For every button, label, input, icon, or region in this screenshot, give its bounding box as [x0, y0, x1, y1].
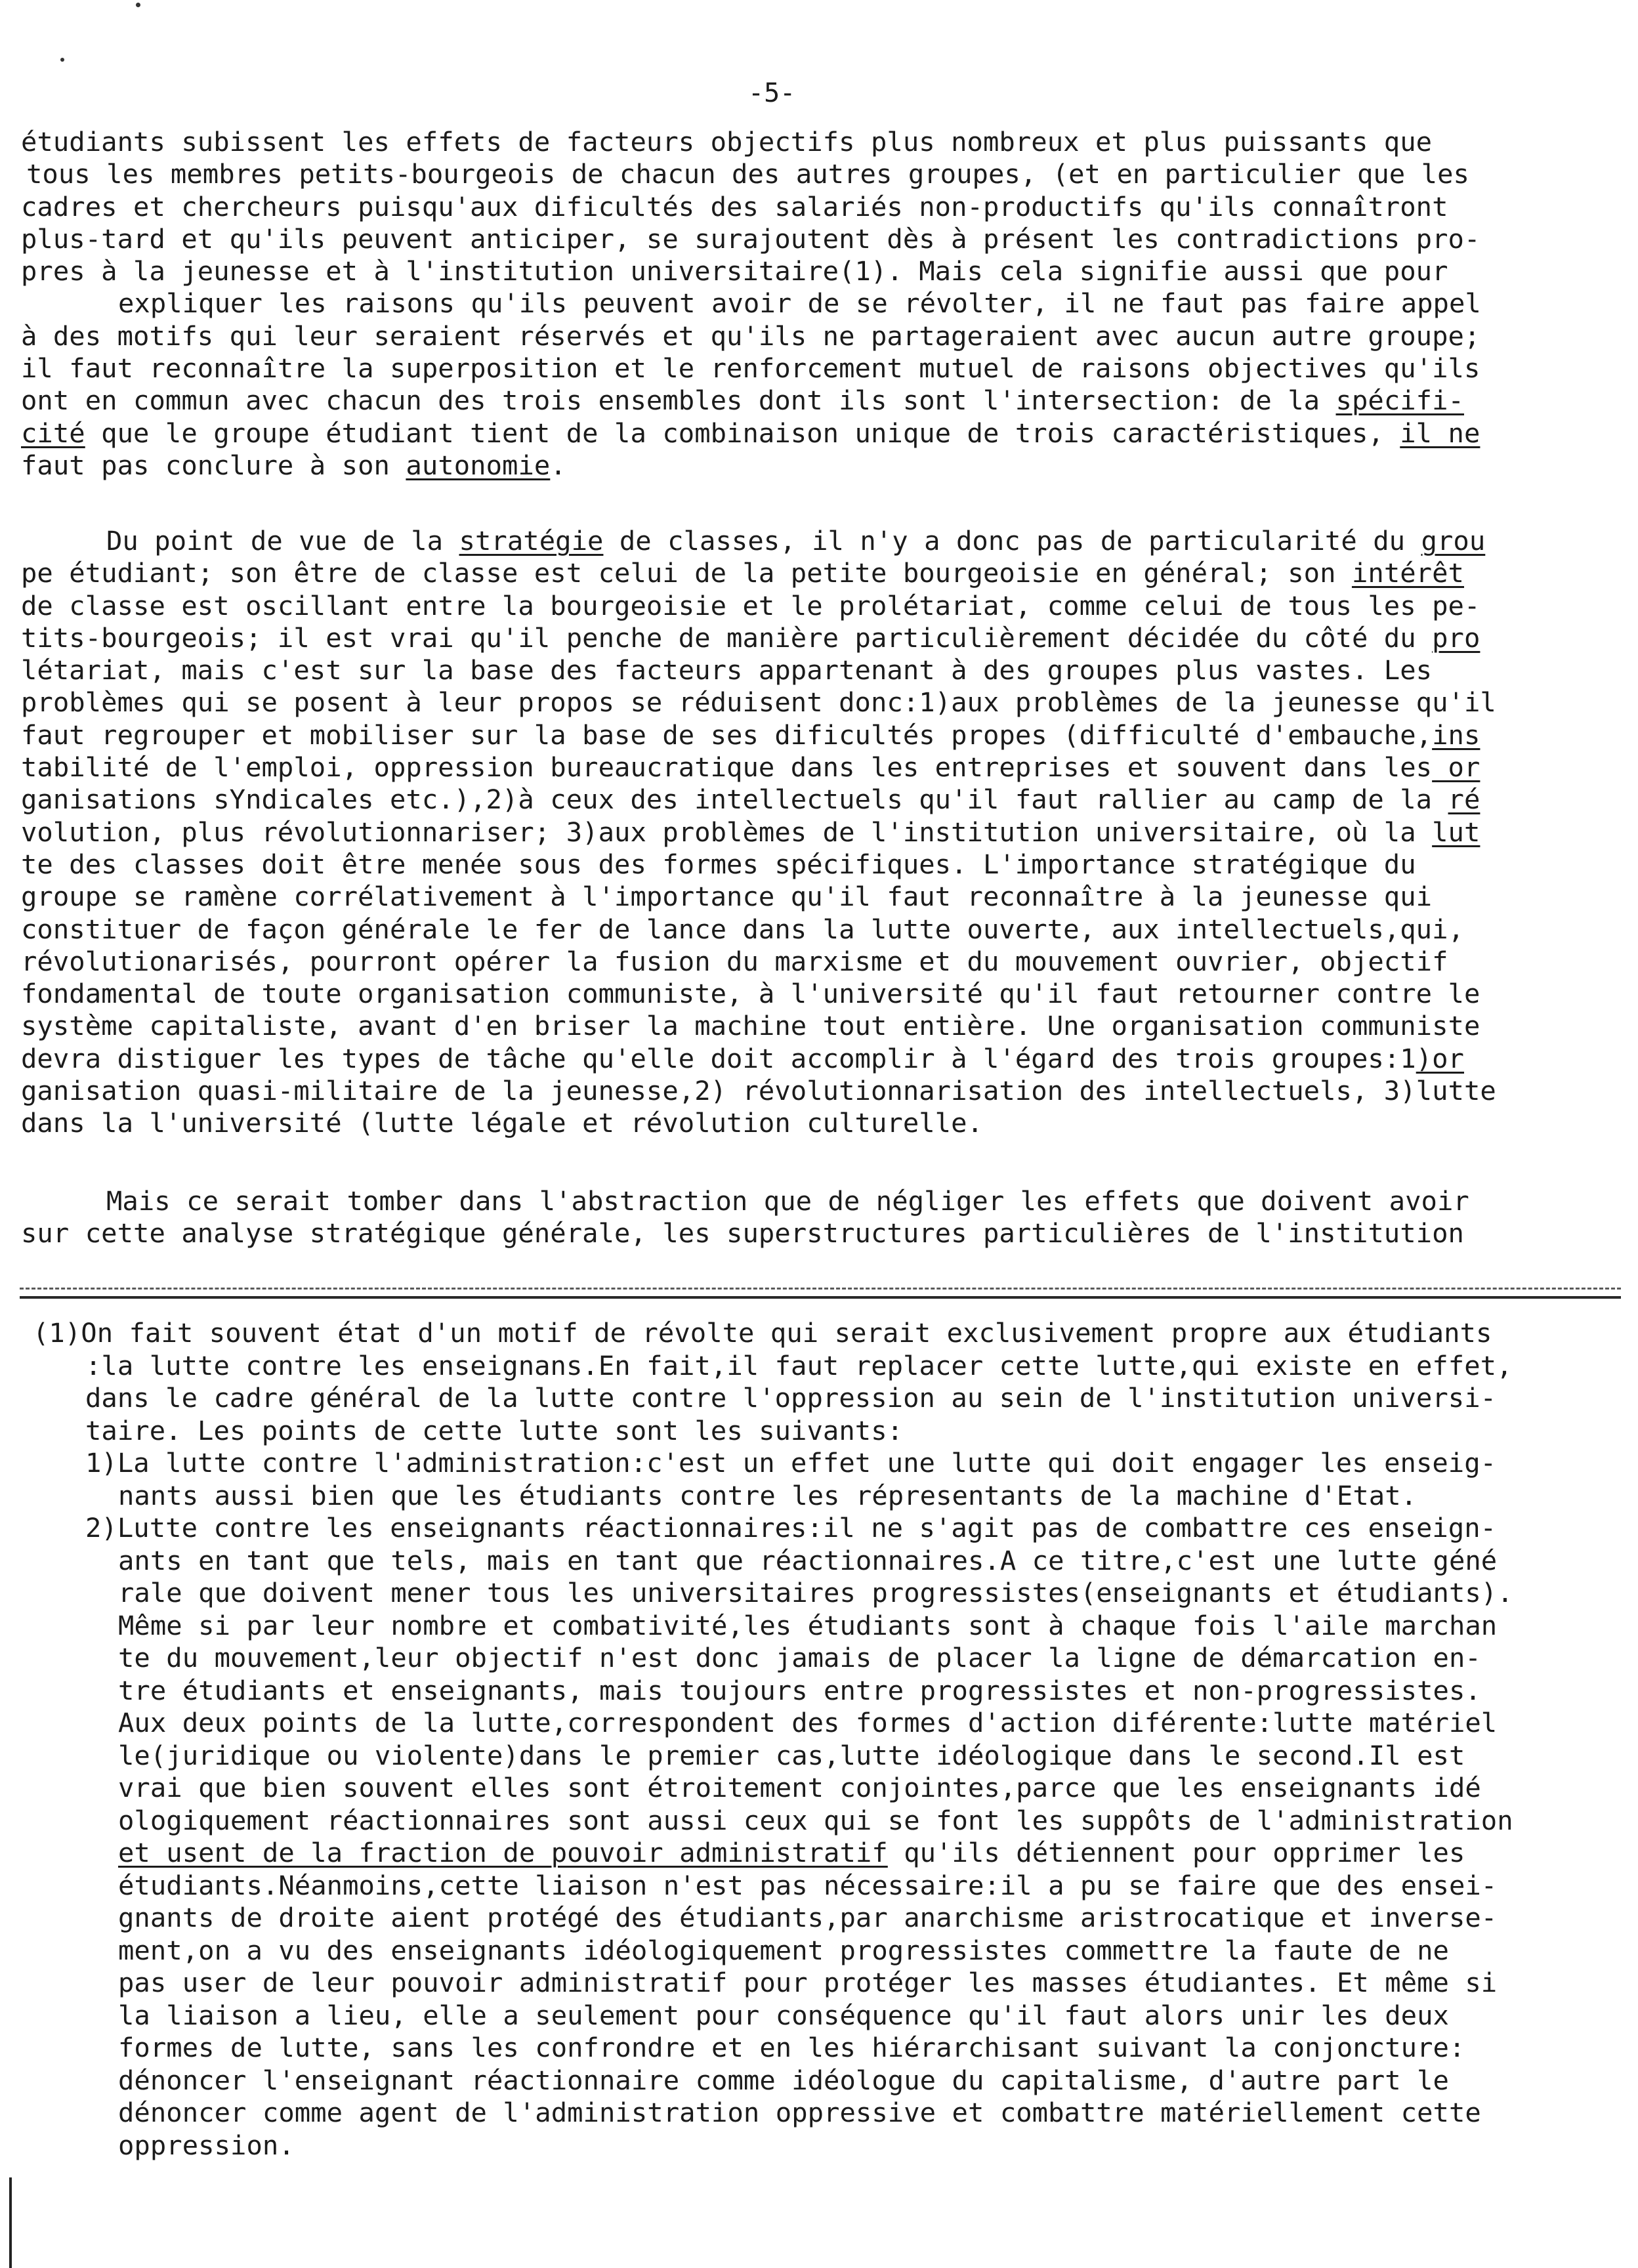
text-line: faut pas conclure à son autonomie.: [21, 449, 566, 481]
text-line: faut regrouper et mobiliser sur la base de ses dificultés propes (difficulté d'embauche,ins: [21, 719, 1480, 751]
text-line: groupe se ramène corrélativement à l'importance qu'il faut reconnaître à la jeunesse qui: [21, 881, 1433, 913]
text-line: dans la l'université (lutte légale et révolution culturelle.: [21, 1107, 983, 1139]
text-line: tous les membres petits-bourgeois de chacun des autres groupes, (et en particulier que les: [26, 158, 1469, 190]
text-line: expliquer les raisons qu'ils peuvent avoir de se révolter, il ne faut pas faire appel: [118, 287, 1481, 320]
footnote-line: taire. Les points de cette lutte sont les suivants:: [85, 1414, 904, 1446]
margin-mark: [9, 2177, 12, 2268]
text-line: tabilité de l'emploi, oppression bureaucratique dans les entreprises et souvent dans les or: [21, 751, 1480, 784]
text-line: étudiants subissent les effets de facteurs objectifs plus nombreux et plus puissants que: [21, 126, 1433, 158]
text-line: devra distiguer les types de tâche qu'elle doit accomplir à l'égard des trois groupes:1)or: [21, 1042, 1464, 1074]
footnote-line: 2)Lutte contre les enseignants réactionnaires:il ne s'agit pas de combattre ces enseign-: [85, 1512, 1497, 1544]
footnote-line: étudiants.Néanmoins,cette liaison n'est pas nécessaire:il a pu se faire que des ensei-: [118, 1869, 1498, 1901]
text-line: ont en commun avec chacun des trois ensembles dont ils sont l'intersection: de la spécifi-: [21, 385, 1464, 417]
footnote-line: ants en tant que tels, mais en tant que réactionnaires.A ce titre,c'est une lutte géné: [118, 1544, 1498, 1576]
text-line: létariat, mais c'est sur la base des facteurs appartenant à des groupes plus vastes. Les: [21, 654, 1433, 686]
footnote-line: :la lutte contre les enseignans.En fait,il faut replacer cette lutte,qui existe en effet,: [85, 1349, 1513, 1381]
ink-speck: [136, 3, 140, 7]
footnote-line: rale que doivent mener tous les universitaires progressistes(enseignants et étudiants).: [118, 1577, 1513, 1608]
footnote-line: le(juridique ou violente)dans le premier cas,lutte idéologique dans le second.Il est: [118, 1739, 1465, 1771]
footnote-separator-dashed: [20, 1288, 1621, 1290]
text-line: constituer de façon générale le fer de lance dans la lutte ouverte, aux intellectuels,qui,: [21, 913, 1464, 945]
text-line: il faut reconnaître la superposition et le renforcement mutuel de raisons objectives qu'ils: [21, 352, 1480, 385]
text-line: pe étudiant; son être de classe est celui de la petite bourgeoisie en général; son intérêt: [21, 557, 1464, 589]
footnote-line: gnants de droite aient protégé des étudiants,par anarchisme aristrocatique et inverse-: [118, 1902, 1498, 1933]
footnote-line: et usent de la fraction de pouvoir administratif qu'ils détiennent pour opprimer les: [118, 1837, 1465, 1868]
text-line: volution, plus révolutionnariser; 3)aux problèmes de l'institution universitaire, où la lut: [21, 816, 1480, 848]
text-line: pres à la jeunesse et à l'institution universitaire(1). Mais cela signifie aussi que pour: [21, 255, 1448, 287]
footnote-line: dénoncer l'enseignant réactionnaire comme idéologue du capitalisme, d'autre part le: [118, 2064, 1449, 2096]
text-line: ganisation quasi-militaire de la jeunesse,2) révolutionnarisation des intellectuels, 3)lutte: [21, 1075, 1496, 1107]
footnote-line: pas user de leur pouvoir administratif pour protéger les masses étudiantes. Et même si: [118, 1967, 1498, 1998]
text-line: cadres et chercheurs puisqu'aux dificultés des salariés non-productifs qu'ils connaîtront: [21, 190, 1448, 222]
footnote-line: vrai que bien souvent elles sont étroitement conjointes,parce que les enseignants idé: [118, 1772, 1481, 1803]
text-line: système capitaliste, avant d'en briser la machine tout entière. Une organisation communiste: [21, 1010, 1480, 1042]
text-line: plus-tard et qu'ils peuvent anticiper, se surajoutent dès à présent les contradictions pro-: [21, 222, 1480, 255]
footnote-separator: [20, 1296, 1621, 1299]
footnote-line: formes de lutte, sans les confrondre et en les hiérarchisant suivant la conjoncture:: [118, 2032, 1465, 2063]
footnote-line: tre étudiants et enseignants, mais toujours entre progressistes et non-progressistes.: [118, 1674, 1481, 1706]
text-line: problèmes qui se posent à leur propos se réduisent donc:1)aux problèmes de la jeunesse qu'il: [21, 686, 1496, 719]
footnote-line: nants aussi bien que les étudiants contre les répresentants de la machine d'Etat.: [118, 1479, 1418, 1511]
text-line: tits-bourgeois; il est vrai qu'il penche de manière particulièrement décidée du côté du pro: [21, 621, 1480, 654]
footnote-line: oppression.: [118, 2129, 295, 2161]
footnote-line: ologiquement réactionnaires sont aussi ceux qui se font les suppôts de l'administration: [118, 1804, 1513, 1836]
footnote-line: dans le cadre général de la lutte contre l'oppression au sein de l'institution universi-: [85, 1382, 1497, 1414]
text-line: te des classes doit être menée sous des formes spécifiques. L'importance stratégique du: [21, 848, 1416, 880]
text-line: sur cette analyse stratégique générale, les superstructures particulières de l'institution: [21, 1217, 1464, 1250]
footnote-line: ment,on a vu des enseignants idéologiquement progressistes commettre la faute de ne: [118, 1934, 1449, 1966]
text-line: fondamental de toute organisation communiste, à l'université qu'il faut retourner contre le: [21, 978, 1480, 1010]
footnote-line: Même si par leur nombre et combativité,les étudiants sont à chaque fois l'aile marchan: [118, 1609, 1498, 1641]
text-line: ganisations sYndicales etc.),2)à ceux des intellectuels qu'il faut rallier au camp de la ré: [21, 784, 1480, 816]
text-line: révolutionarisés, pourront opérer la fusion du marxisme et du mouvement ouvrier, objectif: [21, 945, 1448, 977]
page-number: -5-: [748, 78, 796, 108]
paragraph-1: [21, 126, 1622, 482]
text-line: Mais ce serait tomber dans l'abstraction que de négliger les effets que doivent avoir: [106, 1185, 1469, 1217]
footnote: [21, 1317, 1622, 2162]
ink-speck: [60, 58, 64, 62]
footnote-line: la liaison a lieu, elle a seulement pour conséquence qu'il faut alors unir les deux: [118, 1999, 1449, 2031]
text-line: cité que le groupe étudiant tient de la combinaison unique de trois caractéristiques, il ne: [21, 417, 1480, 449]
paragraph-2: [21, 525, 1622, 1140]
footnote-line: (1)On fait souvent état d'un motif de révolte qui serait exclusivement propre aux étudiants: [33, 1317, 1492, 1349]
footnote-line: dénoncer comme agent de l'administration oppressive et combattre matériellement cette: [118, 2097, 1481, 2128]
footnote-line: Aux deux points de la lutte,correspondent des formes d'action diférente:lutte matériel: [118, 1707, 1498, 1738]
footnote-line: 1)La lutte contre l'administration:c'est un effet une lutte qui doit engager les enseig-: [85, 1447, 1497, 1479]
footnote-line: te du mouvement,leur objectif n'est donc jamais de placer la ligne de démarcation en-: [118, 1642, 1481, 1673]
text-line: à des motifs qui leur seraient réservés et qu'ils ne partageraient avec aucun autre groupe;: [21, 320, 1480, 352]
text-line: de classe est oscillant entre la bourgeoisie et le prolétariat, comme celui de tous les pe-: [21, 589, 1480, 621]
paragraph-3: [21, 1185, 1622, 1250]
text-line: Du point de vue de la stratégie de classes, il n'y a donc pas de particularité du grou: [106, 525, 1486, 556]
